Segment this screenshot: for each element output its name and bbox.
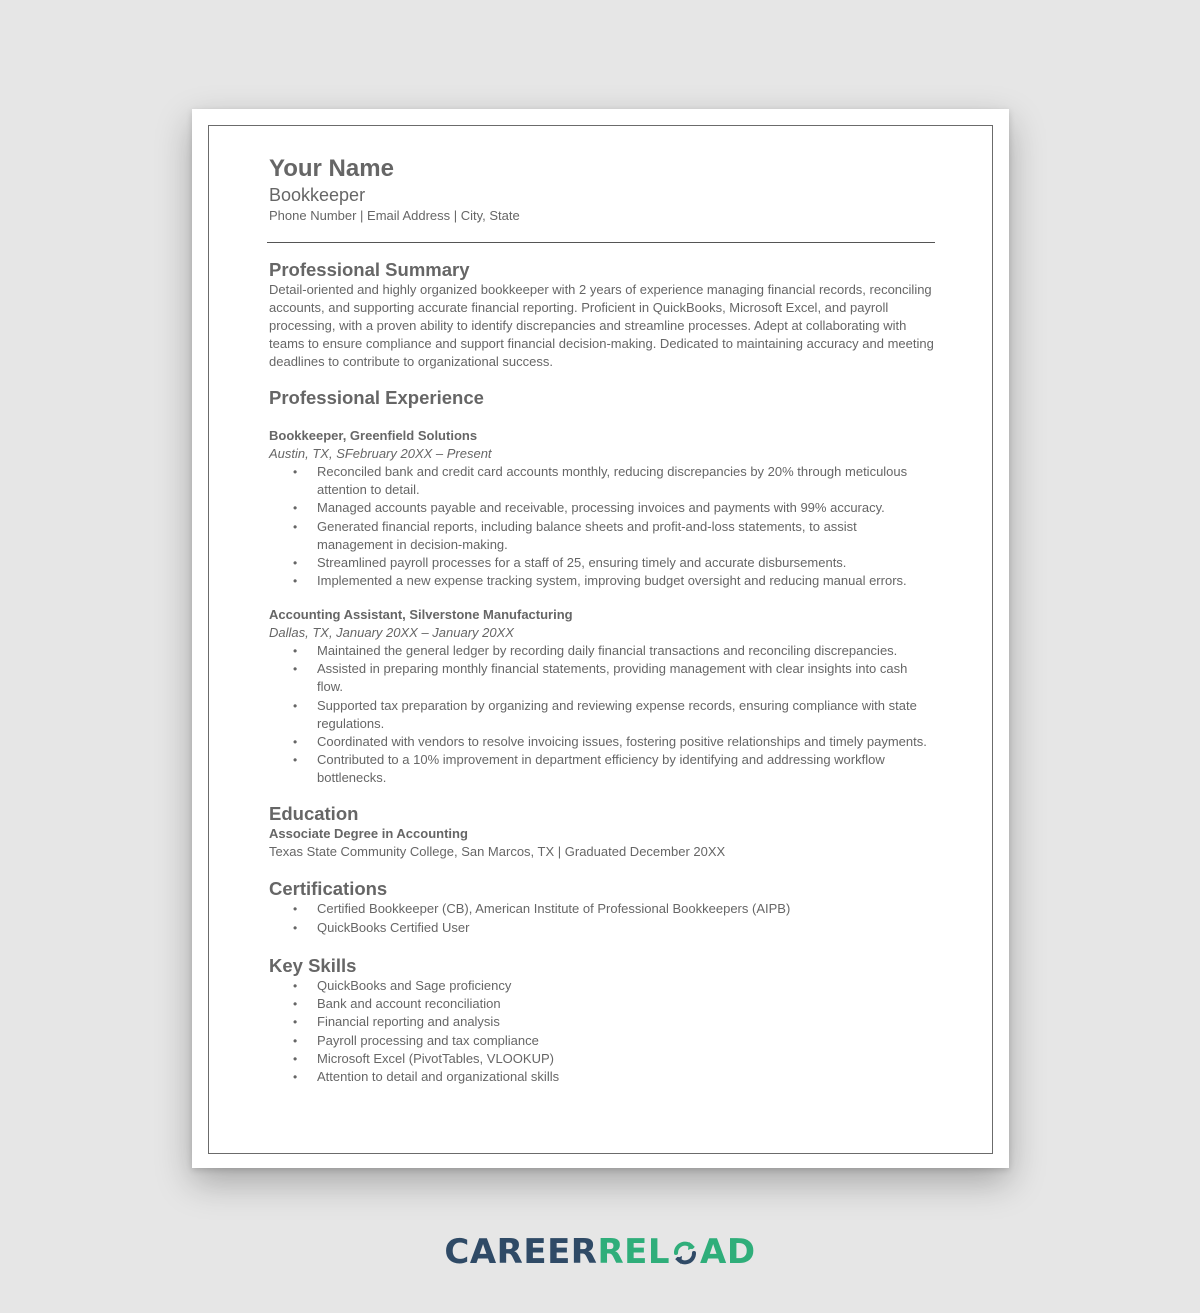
skill-item: • Microsoft Excel (PivotTables, VLOOKUP) xyxy=(269,1050,935,1068)
skill-item: • Financial reporting and analysis xyxy=(269,1013,935,1031)
job-bullet: • Maintained the general ledger by recording daily financial transactions and reconciling discrepancies. xyxy=(269,642,935,660)
education-section xyxy=(269,803,935,861)
job-bullets xyxy=(269,642,935,787)
job-bullet: • Streamlined payroll processes for a staff of 25, ensuring timely and accurate disbursements. xyxy=(269,554,935,572)
resume-content xyxy=(269,155,935,1086)
job-bullet: • Contributed to a 10% improvement in department efficiency by identifying and addressing workflow bottlenecks. xyxy=(269,751,935,787)
education-degree: Associate Degree in Accounting xyxy=(269,826,468,842)
reload-arrows-icon xyxy=(671,1236,699,1276)
careerreload-logo xyxy=(0,1232,1200,1276)
resume-name: Your Name xyxy=(269,155,394,182)
job-bullet: • Assisted in preparing monthly financial statements, providing management with clear insights into cash flow. xyxy=(269,660,935,696)
summary-heading: Professional Summary xyxy=(269,259,470,280)
skill-item: • Attention to detail and organizational skills xyxy=(269,1068,935,1086)
skills-section xyxy=(269,955,935,1086)
certifications-list xyxy=(269,900,935,936)
education-heading: Education xyxy=(269,803,359,825)
job-title: Bookkeeper, Greenfield Solutions xyxy=(269,428,478,443)
job-bullet: • Managed accounts payable and receivable, processing invoices and payments with 99% accuracy. xyxy=(269,499,935,517)
certifications-heading: Certifications xyxy=(269,878,388,900)
summary-section xyxy=(269,259,935,371)
skill-item: • Bank and account reconciliation xyxy=(269,995,935,1013)
resume-contact-line: Phone Number | Email Address | City, State xyxy=(269,208,520,223)
certification-item: • QuickBooks Certified User xyxy=(269,919,935,937)
job-entry xyxy=(269,606,935,787)
job-bullet: • Implemented a new expense tracking system, improving budget oversight and reducing manual errors. xyxy=(269,572,935,590)
job-entry xyxy=(269,427,935,590)
logo-text-ad: AD xyxy=(700,1232,756,1272)
certification-item: • Certified Bookkeeper (CB), American Institute of Professional Bookkeepers (AIPB) xyxy=(269,900,935,918)
experience-section xyxy=(269,387,935,787)
skills-list xyxy=(269,977,935,1086)
logo-text-career: CAREER xyxy=(444,1232,598,1272)
skills-heading: Key Skills xyxy=(269,954,357,976)
education-school: Texas State Community College, San Marcos, TX | Graduated December 20XX xyxy=(269,844,726,860)
job-location-dates: Austin, TX, SFebruary 20XX – Present xyxy=(269,446,492,461)
skill-item: • QuickBooks and Sage proficiency xyxy=(269,977,935,995)
job-bullets xyxy=(269,463,935,590)
resume-job-title: Bookkeeper xyxy=(269,185,366,205)
skill-item: • Payroll processing and tax compliance xyxy=(269,1032,935,1050)
certifications-section xyxy=(269,878,935,936)
job-bullet: • Generated financial reports, including balance sheets and profit-and-loss statements, to assist management in decision-making. xyxy=(269,518,935,554)
job-bullet: • Coordinated with vendors to resolve invoicing issues, fostering positive relationships and timely payments. xyxy=(269,733,935,751)
experience-heading: Professional Experience xyxy=(269,387,484,408)
resume-page xyxy=(192,109,1009,1168)
job-bullet: • Reconciled bank and credit card accounts monthly, reducing discrepancies by 20% through meticulous attention to detail. xyxy=(269,463,935,499)
logo-text-rel: REL xyxy=(597,1232,671,1272)
summary-text: Detail-oriented and highly organized bookkeeper with 2 years of experience managing financial records, reconciling accounts, and supporting accurate financial reporting. Proficient in QuickBooks, Microsoft Excel, and payroll processing, with a proven ability to identify discrepancies and streamline processes. Adept at collaborating with teams to ensure compliance and support financial decision-making. Dedicated to maintaining accuracy and meeting deadlines to contribute to organizational success. xyxy=(269,282,934,369)
header-divider xyxy=(267,242,935,243)
job-bullet: • Supported tax preparation by organizing and reviewing expense records, ensuring compliance with state regulations. xyxy=(269,697,935,733)
job-location-dates: Dallas, TX, January 20XX – January 20XX xyxy=(269,625,514,641)
job-title: Accounting Assistant, Silverstone Manufacturing xyxy=(269,607,573,623)
